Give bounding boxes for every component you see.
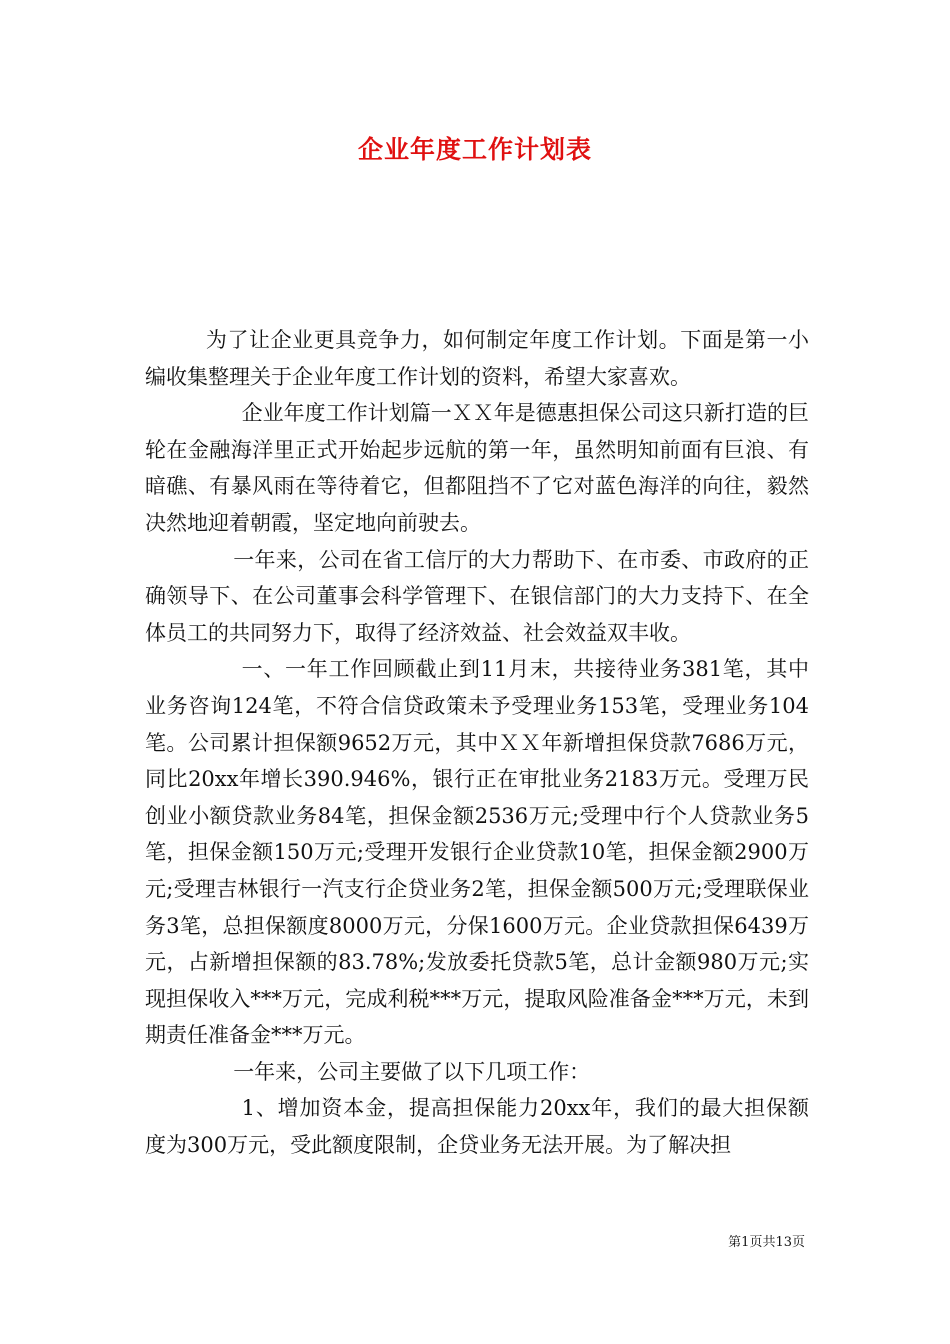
capital-increase-paragraph: 1、增加资本金，提高担保能力20xx年，我们的最大担保额度为300万元，受此额度限制，企贷业务无法开展。为了解决担: [145, 1096, 809, 1158]
document-body: [145, 322, 809, 1164]
page-title: 企业年度工作计划表: [357, 135, 592, 164]
intro-paragraph: 为了让企业更具竞争力，如何制定年度工作计划。下面是第一小编收集整理关于企业年度工作计划的资料，希望大家喜欢。: [145, 328, 809, 389]
plan-part-one-paragraph: 企业年度工作计划篇一ＸＸ年是德惠担保公司这只新打造的巨轮在金融海洋里正式开始起步远航的第一年，虽然明知前面有巨浪、有暗礁、有暴风雨在等待着它，但都阻挡不了它对蓝色海洋的向往，毅然决然地迎着朝霞，坚定地向前驶去。: [145, 401, 809, 535]
page-number-footer: 第1页共13页: [728, 1235, 805, 1250]
main-work-intro-paragraph: 一年来，公司主要做了以下几项工作：: [233, 1059, 591, 1084]
work-review-paragraph: 一、一年工作回顾截止到11月末，共接待业务381笔，其中业务咨询124笔，不符合信贷政策未予受理业务153笔，受理业务104笔。公司累计担保额9652万元，其中ＸＸ年新增担保贷款7686万元，同比20xx年增长390.946%，银行正在审批业务2183万元。受理万民创业小额贷款业务84笔，担保金额2536万元;受理中行个人贷款业务5笔，担保金额150万元;受理开发银行企业贷款10笔，担保金额2900万元;受理吉林银行一汽支行企贷业务2笔，担保金额500万元;受理联保业务3笔，总担保额度8000万元，分保1600万元。企业贷款担保6439万元，占新增担保额的83.78%;发放委托贷款5笔，总计金额980万元;实现担保收入***万元，完成利税***万元，提取风险准备金***万元，未到期责任准备金***万元。: [145, 657, 809, 1048]
year-summary-paragraph: 一年来，公司在省工信厅的大力帮助下、在市委、市政府的正确领导下、在公司董事会科学管理下、在银信部门的大力支持下、在全体员工的共同努力下，取得了经济效益、社会效益双丰收。: [145, 547, 809, 645]
